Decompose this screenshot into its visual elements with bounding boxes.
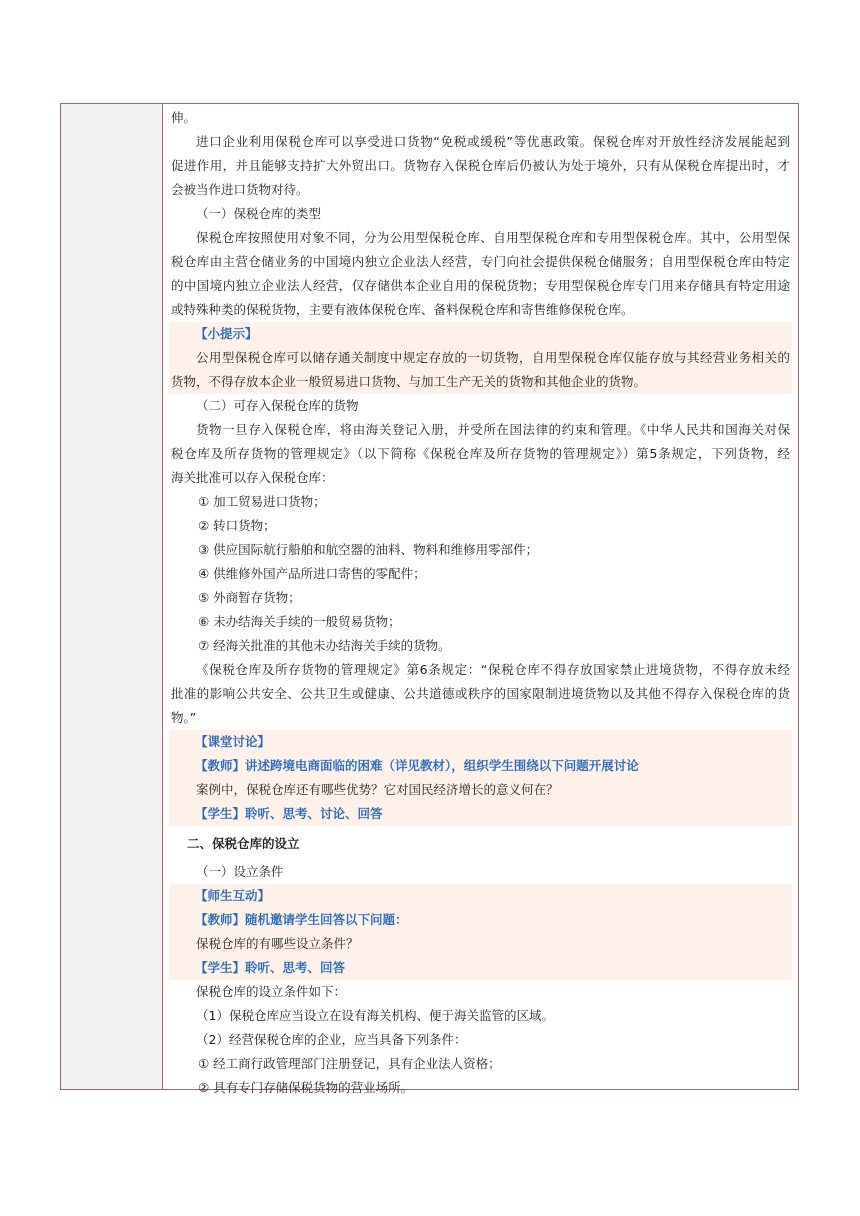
discussion-box (169, 730, 792, 826)
content-table (60, 103, 799, 1095)
list-item: ① 加工贸易进口货物； (198, 494, 326, 509)
text-line: （2）经营保税仓库的企业，应当具备下列条件： (196, 1032, 467, 1047)
interaction-tag: 【师生互动】 (195, 888, 271, 903)
text-line: 伸。 (171, 110, 197, 125)
list-item: ② 具有专门存储保税货物的营业场所。 (198, 1080, 414, 1095)
text-line: 《保税仓库及所存货物的管理规定》第6条规定：“保税仓库不得存放国家禁止进境货物，不得存放未经 (196, 662, 790, 677)
list-item: ④ 供维修外国产品所进口寄售的零配件； (198, 566, 426, 581)
tip-box (169, 322, 792, 394)
list-item: ③ 供应国际航行船舶和航空器的油料、物料和维修用零部件； (198, 542, 539, 557)
student-line: 【学生】聆听、思考、回答 (195, 960, 346, 975)
text-line: 物。” (171, 710, 197, 725)
table-content-column (163, 104, 798, 1095)
text-line: 公用型保税仓库可以储存通关制度中规定存放的一切货物，自用型保税仓库仅能存放与其经营业务相关的 (196, 350, 790, 365)
teacher-line: 【教师】随机邀请学生回答以下问题： (195, 912, 408, 927)
tip-tag: 【小提示】 (195, 326, 258, 341)
text-line: （1）保税仓库应当设立在设有海关机构、便于海关监管的区域。 (196, 1008, 554, 1023)
table-left-column (61, 104, 163, 1089)
text-line: 促进作用，并且能够支持扩大外贸出口。货物存入保税仓库后仍被认为处于境外，只有从保税仓库提出时，才 (171, 158, 790, 173)
text-line: 批准的影响公共安全、公共卫生或健康、公共道德或秩序的国家限制进境货物以及其他不得存入保税仓库的货 (171, 686, 790, 701)
list-item: ⑥ 未办结海关手续的一般贸易货物； (198, 614, 401, 629)
text-line: 或特殊种类的保税货物，主要有液体保税仓库、备料保税仓库和寄售维修保税仓库。 (171, 302, 634, 317)
student-line: 【学生】聆听、思考、讨论、回答 (195, 806, 383, 821)
section-heading: 二、保税仓库的设立 (187, 836, 300, 851)
list-item: ② 转口货物； (198, 518, 276, 533)
subsection-title: （一）保税仓库的类型 (196, 206, 322, 221)
interaction-box (169, 884, 792, 980)
subsection-title: （二）可存入保税仓库的货物 (196, 398, 359, 413)
subsection-title: （一）设立条件 (196, 864, 284, 879)
list-item: ⑤ 外商暂存货物； (198, 590, 301, 605)
question-line: 保税仓库的有哪些设立条件？ (196, 936, 359, 951)
discussion-tag: 【课堂讨论】 (195, 734, 271, 749)
text-line: 的中国境内独立企业法人经营，仅存储供本企业自用的保税货物；专用型保税仓库专门用来存储具有特定用途 (171, 278, 790, 293)
text-line: 货物，不得存放本企业一般贸易进口货物、与加工生产无关的货物和其他企业的货物。 (171, 374, 647, 389)
question-line: 案例中，保税仓库还有哪些优势？它对国民经济增长的意义何在？ (196, 782, 559, 797)
text-line: 会被当作进口货物对待。 (171, 182, 309, 197)
text-line: 税仓库及所存货物的管理规定》（以下简称《保税仓库及所存货物的管理规定》）第5条规定，下列货物，经 (171, 446, 790, 461)
text-line: 进口企业利用保税仓库可以享受进口货物“免税或缓税”等优惠政策。保税仓库对开放性经济发展能起到 (196, 134, 790, 149)
list-item: ⑦ 经海关批准的其他未办结海关手续的货物。 (198, 638, 451, 653)
text-line: 税仓库由主营仓储业务的中国境内独立企业法人经营，专门向社会提供保税仓储服务；自用型保税仓库由特定 (171, 254, 790, 269)
teacher-line: 【教师】讲述跨境电商面临的困难（详见教材），组织学生围绕以下问题开展讨论 (195, 758, 639, 773)
text-line: 海关批准可以存入保税仓库： (171, 470, 334, 485)
text-line: 保税仓库的设立条件如下： (196, 984, 347, 999)
list-item: ① 经工商行政管理部门注册登记，具有企业法人资格； (198, 1056, 501, 1071)
text-line: 保税仓库按照使用对象不同，分为公用型保税仓库、自用型保税仓库和专用型保税仓库。其中，公用型保 (196, 230, 790, 245)
text-line: 货物一旦存入保税仓库，将由海关登记入册，并受所在国法律的约束和管理。《中华人民共和国海关对保 (196, 422, 790, 437)
